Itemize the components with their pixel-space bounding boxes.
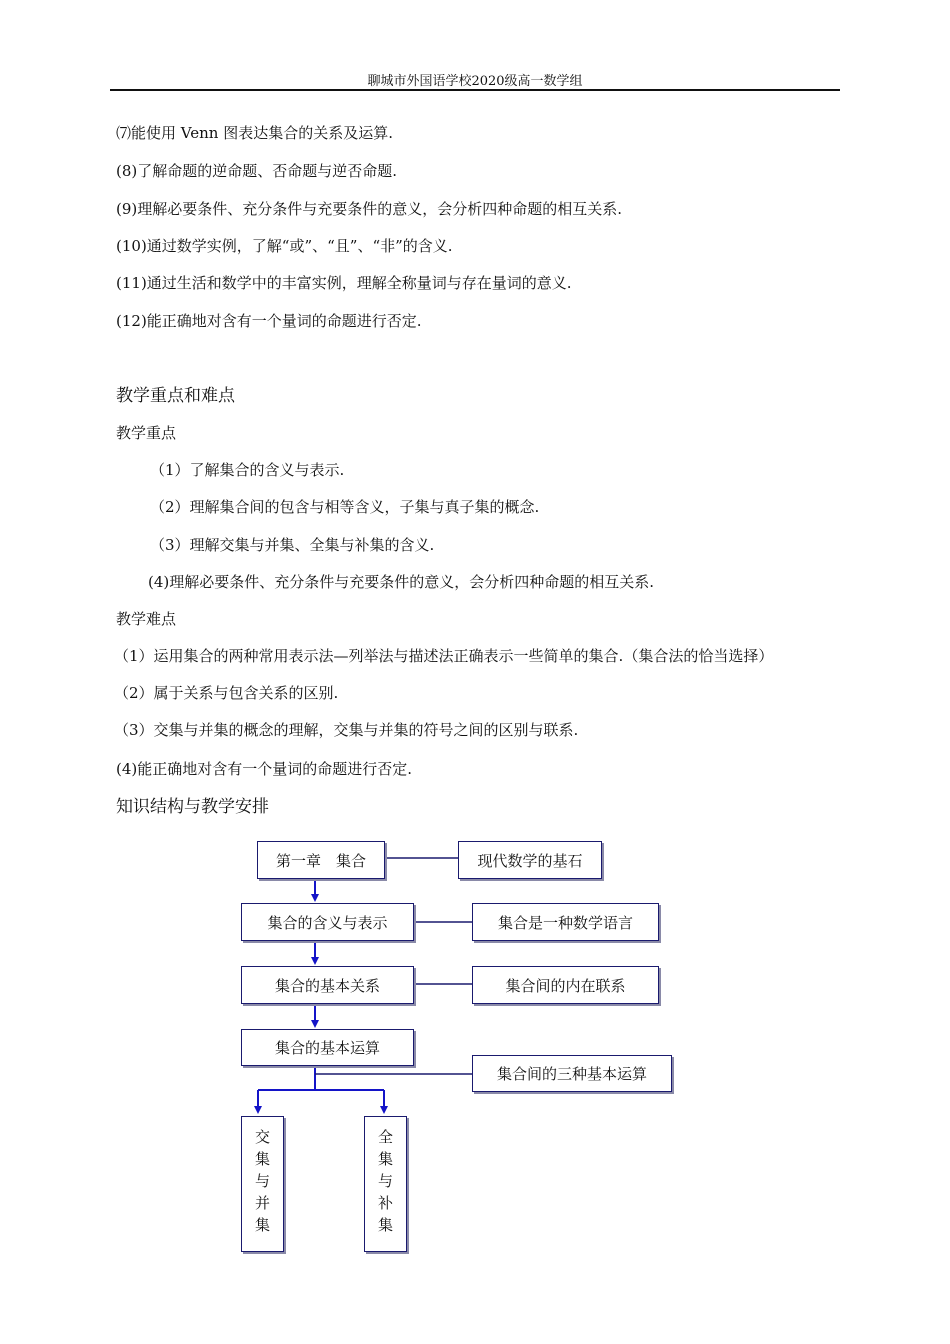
difficult-point-1: （1）运用集合的两种常用表示法—列举法与描述法正确表示一些简单的集合.（集合法的恰当选择） (114, 647, 774, 665)
step3-box: 集合的基本运算 (241, 1029, 414, 1066)
structure-heading: 知识结构与教学安排 (116, 797, 269, 817)
chapter-box: 第一章 集合 (257, 841, 385, 879)
objective-8: (8)了解命题的逆命题、否命题与逆否命题. (116, 162, 398, 180)
step3-note-box: 集合间的三种基本运算 (472, 1055, 672, 1092)
key-points-heading: 教学重点 (116, 424, 177, 442)
objective-10: (10)通过数学实例，了解“或”、“且”、“非”的含义. (116, 237, 453, 255)
step1-note-box: 集合是一种数学语言 (472, 903, 659, 941)
objective-9: (9)理解必要条件、充分条件与充要条件的意义，会分析四种命题的相互关系. (116, 200, 623, 218)
step1-box: 集合的含义与表示 (241, 903, 414, 941)
branch-right-box: 全集与补集 (364, 1116, 407, 1252)
chapter-note-box: 现代数学的基石 (458, 841, 602, 879)
objective-11: (11)通过生活和数学中的丰富实例，理解全称量词与存在量词的意义. (116, 274, 572, 292)
key-point-3: （3）理解交集与并集、全集与补集的含义. (150, 536, 435, 554)
page-header: 聊城市外国语学校2020级高一数学组 (367, 74, 583, 89)
key-point-4: (4)理解必要条件、充分条件与充要条件的意义，会分析四种命题的相互关系. (148, 573, 655, 591)
key-point-2: （2）理解集合间的包含与相等含义，子集与真子集的概念. (150, 498, 540, 516)
objective-7: ⑺能使用 Venn 图表达集合的关系及运算. (116, 124, 393, 142)
difficult-points-heading: 教学难点 (116, 610, 177, 628)
objective-12: (12)能正确地对含有一个量词的命题进行否定. (116, 312, 422, 330)
difficult-point-2: （2）属于关系与包含关系的区别. (114, 684, 339, 702)
difficult-point-3: （3）交集与并集的概念的理解，交集与并集的符号之间的区别与联系. (114, 721, 579, 739)
key-difficult-heading: 教学重点和难点 (116, 386, 235, 406)
key-point-1: （1）了解集合的含义与表示. (150, 461, 345, 479)
branch-left-box: 交集与并集 (241, 1116, 284, 1252)
difficult-point-4: (4)能正确地对含有一个量词的命题进行否定. (116, 760, 413, 778)
step2-box: 集合的基本关系 (241, 966, 414, 1004)
step2-note-box: 集合间的内在联系 (472, 966, 659, 1004)
